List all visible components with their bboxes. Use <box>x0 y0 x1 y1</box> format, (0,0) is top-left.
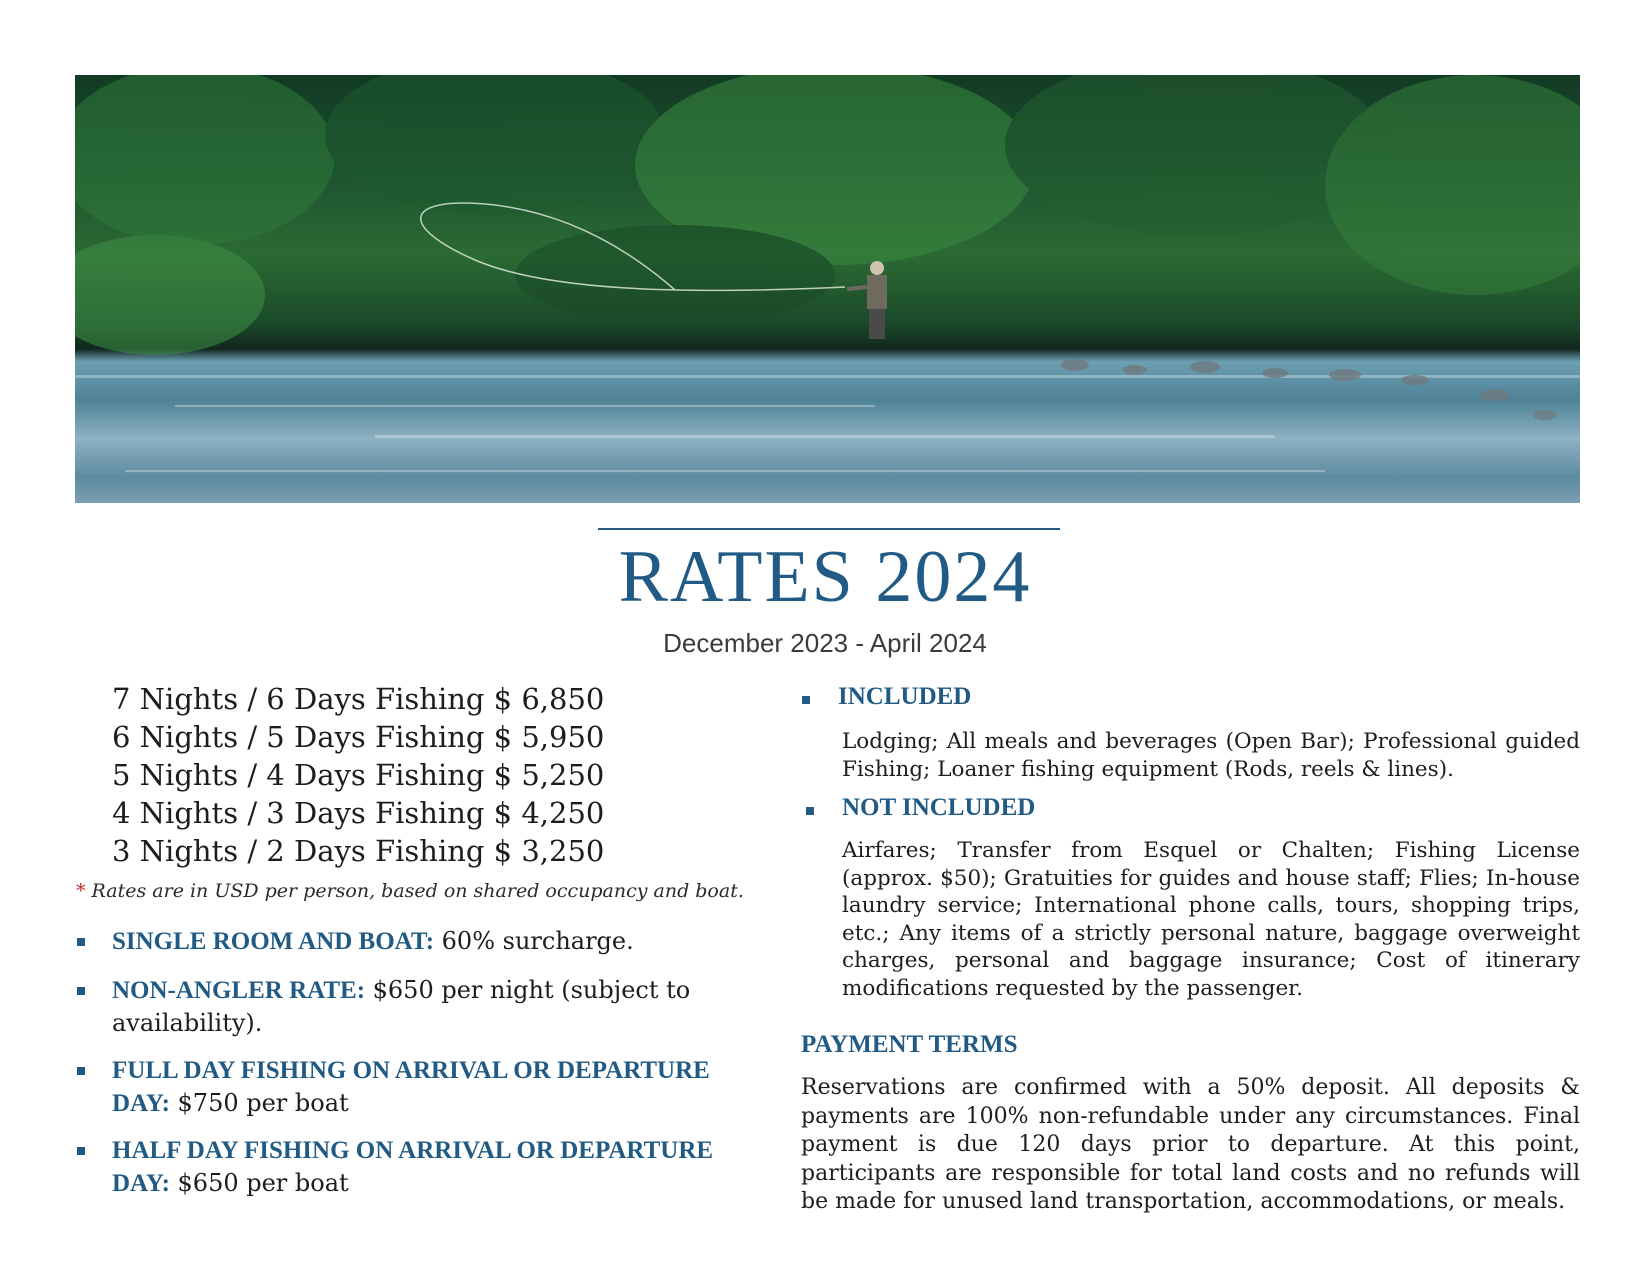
footnote-asterisk: * <box>76 880 86 902</box>
bullet-icon <box>802 696 810 704</box>
package-rates-list <box>112 680 604 870</box>
extra-non-angler <box>112 974 732 1039</box>
bullet-icon <box>77 987 85 995</box>
included-text: Lodging; All meals and beverages (Open Bar); Professional guided Fishing; Loaner fishing equipment (Rods, reels & lines). <box>842 729 1580 782</box>
extra-label: FULL DAY FISHING ON ARRIVAL OR DEPARTURE DAY: <box>112 1057 710 1117</box>
included-heading: INCLUDED <box>838 683 972 710</box>
bullet-icon <box>77 1067 85 1075</box>
package-rate-item: 6 Nights / 5 Days Fishing $ 5,950 <box>112 720 605 754</box>
payment-terms-text: Reservations are confirmed with a 50% deposit. All deposits & payments are 100% non-refundable under any circumstances. Final payment is due 120 days prior to departure. At this point, participants are responsible for total land costs and no refunds will be made for unused land transportation, accommodations, or meals. <box>801 1075 1580 1214</box>
extra-value: 60% surcharge. <box>434 927 634 955</box>
extra-full-day <box>112 1054 732 1120</box>
page-title: RATES 2024 <box>618 536 1032 618</box>
date-range-subtitle: December 2023 - April 2024 <box>663 628 987 658</box>
package-rate-item: 3 Nights / 2 Days Fishing $ 3,250 <box>112 834 605 868</box>
extra-label: SINGLE ROOM AND BOAT: <box>112 928 435 955</box>
extra-label: NON-ANGLER RATE: <box>112 977 366 1004</box>
title-divider <box>598 528 1060 530</box>
extra-single-room <box>112 925 732 958</box>
extra-value: $650 per boat <box>169 1169 349 1197</box>
package-rate-item: 5 Nights / 4 Days Fishing $ 5,250 <box>112 758 605 792</box>
bullet-icon <box>77 1147 85 1155</box>
rates-footnote <box>76 880 744 902</box>
extra-half-day <box>112 1134 732 1200</box>
payment-terms-heading: PAYMENT TERMS <box>801 1031 1018 1058</box>
river-scene-illustration <box>75 75 1580 503</box>
bullet-icon <box>77 938 85 946</box>
package-rate-item: 4 Nights / 3 Days Fishing $ 4,250 <box>112 796 605 830</box>
not-included-text: Airfares; Transfer from Esquel or Chalten; Fishing License (approx. $50); Gratuities for guides and house staff; Flies; In-house laundry service; International phone calls, tours, shopping trips, etc.; Any items of a strictly personal nature, baggage overweight charges, personal and baggage insurance; Cost of itinerary modifications requested by the passenger. <box>842 838 1580 1001</box>
extra-value: $750 per boat <box>169 1089 349 1117</box>
angler-figure <box>847 261 887 339</box>
footnote-text: Rates are in USD per person, based on shared occupancy and boat. <box>91 880 744 902</box>
not-included-heading: NOT INCLUDED <box>842 794 1036 821</box>
extra-value: $650 per night (subject to availability). <box>112 976 691 1037</box>
package-rate-item: 7 Nights / 6 Days Fishing $ 6,850 <box>112 682 605 716</box>
bullet-icon <box>806 807 814 815</box>
header-photo-fly-fishing-river <box>75 75 1580 503</box>
extra-label: HALF DAY FISHING ON ARRIVAL OR DEPARTURE DAY: <box>112 1137 714 1197</box>
